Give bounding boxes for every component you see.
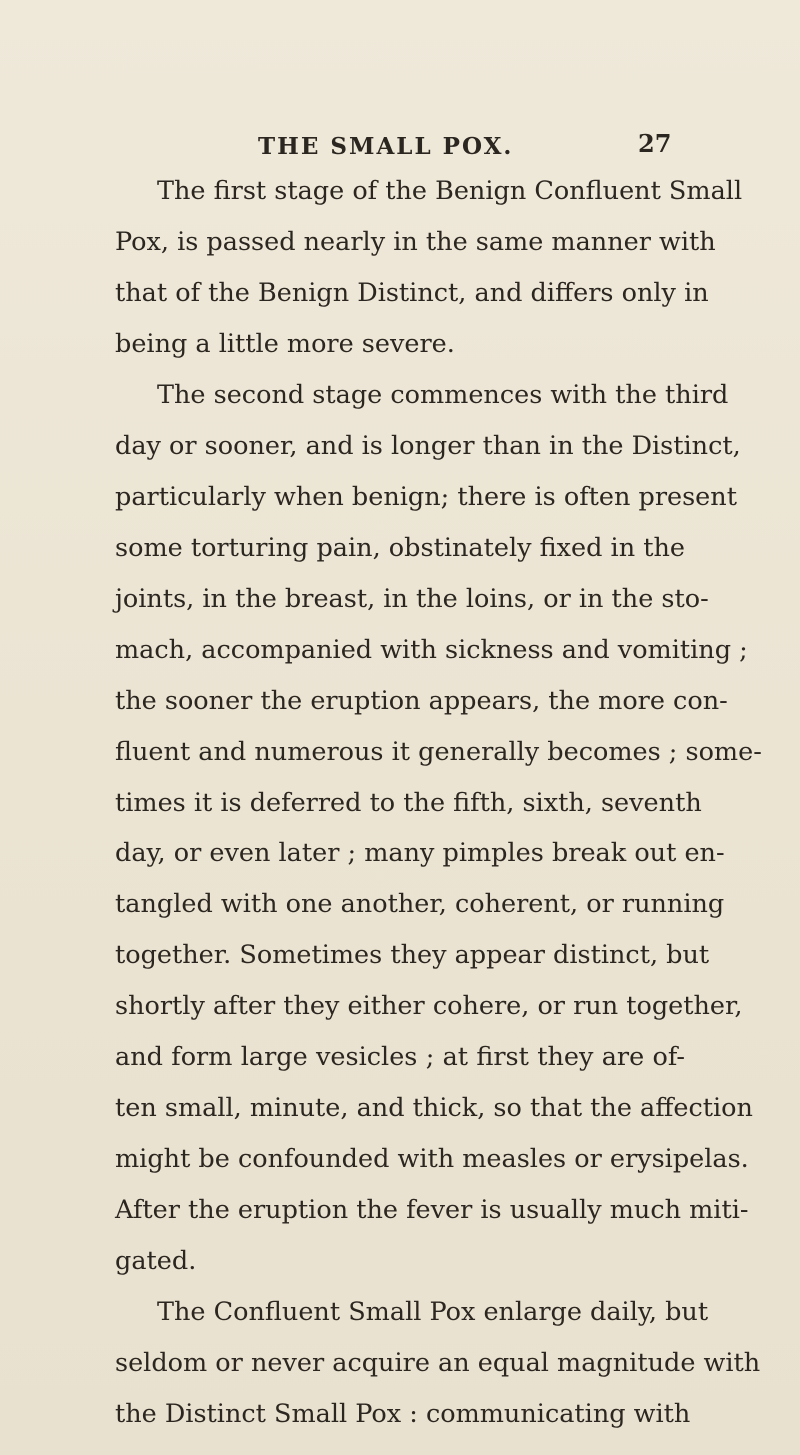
text-line: After the eruption the fever is usually much miti-: [115, 1195, 749, 1225]
text-line: times it is deferred to the fifth, sixth, seventh: [115, 788, 702, 818]
text-line: seldom or never acquire an equal magnitude with: [115, 1348, 761, 1378]
text-line: and form large vesicles ; at first they are of-: [115, 1042, 685, 1072]
text-line: shortly after they either cohere, or run together,: [115, 991, 743, 1021]
text-line: that of the Benign Distinct, and differs only in: [115, 278, 709, 308]
page-number: 27: [638, 129, 672, 158]
text-line: being a little more severe.: [115, 329, 455, 359]
text-line: the sooner the eruption appears, the more con-: [115, 686, 728, 716]
running-head: THE SMALL POX.: [258, 133, 514, 160]
text-line: The first stage of the Benign Confluent Small: [157, 176, 743, 206]
text-line: might be confounded with measles or erysipelas.: [115, 1144, 749, 1174]
text-line: joints, in the breast, in the loins, or in the sto-: [115, 584, 709, 614]
text-line: particularly when benign; there is often present: [115, 482, 737, 512]
text-line: Pox, is passed nearly in the same manner with: [115, 227, 716, 257]
text-line: the Distinct Small Pox : communicating with: [115, 1399, 691, 1429]
text-line: day or sooner, and is longer than in the Distinct,: [115, 431, 741, 461]
text-line: fluent and numerous it generally becomes ; some-: [115, 737, 762, 767]
text-line: mach, accompanied with sickness and vomiting ;: [115, 635, 748, 665]
text-line: some torturing pain, obstinately fixed in the: [115, 533, 685, 563]
text-line: The Confluent Small Pox enlarge daily, but: [157, 1297, 709, 1327]
text-line: tangled with one another, coherent, or running: [115, 889, 725, 919]
text-line: ten small, minute, and thick, so that the affection: [115, 1093, 753, 1123]
page-header: [0, 129, 800, 163]
text-line: day, or even later ; many pimples break out en-: [115, 838, 725, 868]
text-line: The second stage commences with the third: [157, 380, 729, 410]
text-line: together. Sometimes they appear distinct, but: [115, 940, 710, 970]
text-line: gated.: [115, 1246, 197, 1276]
